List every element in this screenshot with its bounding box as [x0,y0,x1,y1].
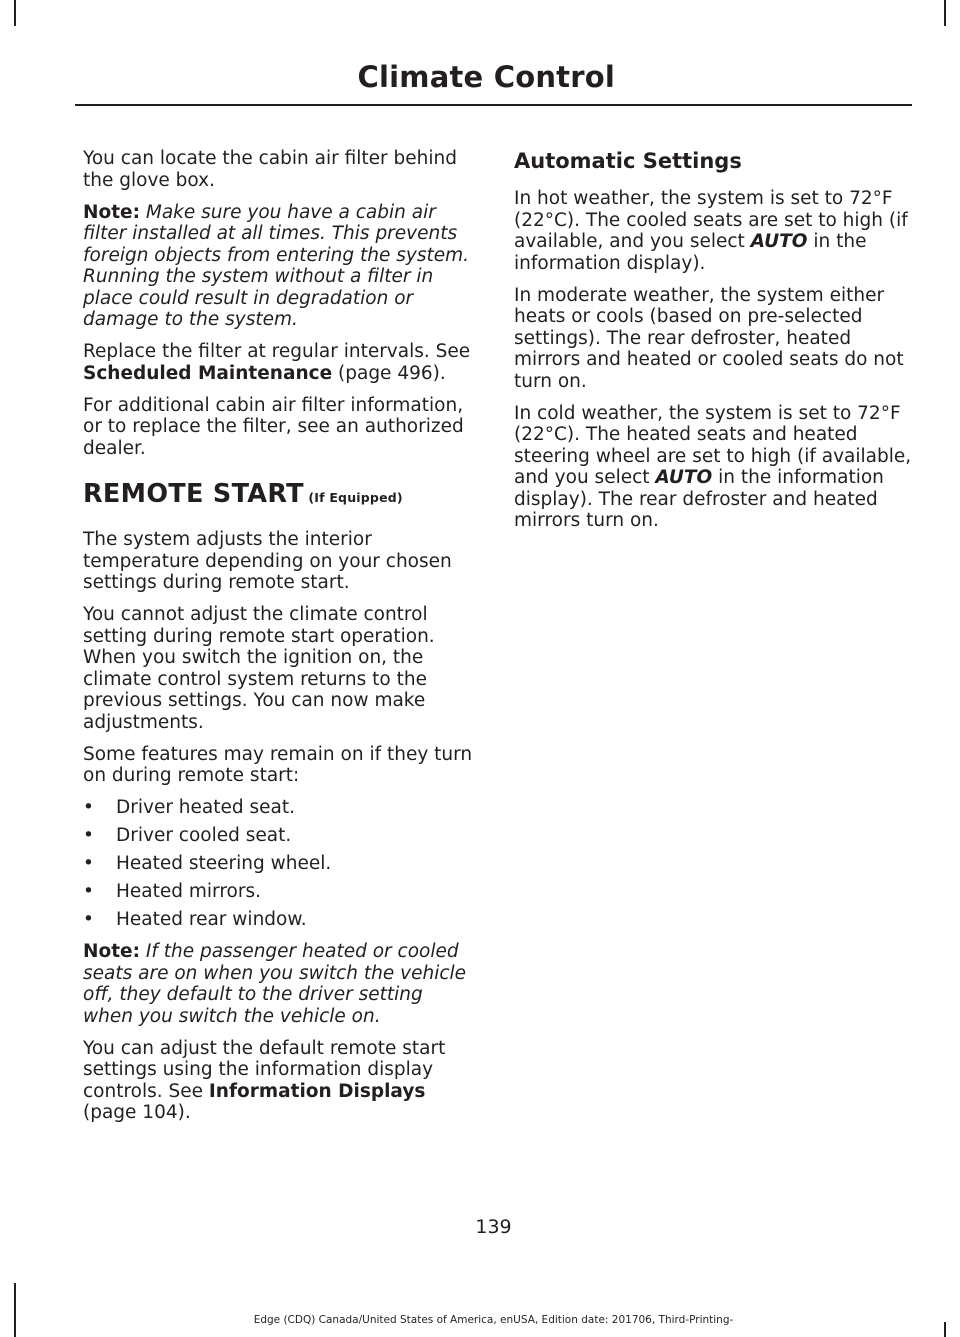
auto-label: AUTO [655,467,713,488]
note-text: If the passenger heated or cooled seats are on when you switch the vehicle off, they default to the driver setting when you switch the vehicle on. [83,941,467,1027]
text-span: In cold weather, the system is set to 72°F (22°C). The heated seats and heated steering wheel are set to high (if available, and you select [514,402,912,488]
crop-mark-bottom-left [14,1283,16,1337]
crop-mark-top-right [944,0,946,26]
paragraph-remote-start-3: Some features may remain on if they turn on during remote start: [83,743,473,786]
list-item [83,881,478,903]
crop-mark-top-left [14,0,16,26]
section-heading-automatic-settings: Automatic Settings [514,149,742,173]
text-span: Replace the filter at regular intervals. See [83,341,471,362]
bullet-icon: • [83,797,94,818]
note-filter [83,202,478,331]
link-information-displays[interactable]: Information Displays [208,1080,426,1102]
bullet-icon: • [83,909,94,930]
note-passenger-seats [83,941,478,1027]
heading-main: REMOTE START [83,479,304,509]
paragraph-default-settings [83,1038,478,1124]
footer-edition-text: Edge (CDQ) Canada/United States of America, enUSA, Edition date: 201706, Third-Printing- [253,1314,734,1326]
text-span: in the information display). [514,231,867,274]
text-span: (page 104). [83,1102,191,1123]
feature-list [83,797,478,931]
list-item-text: Heated steering wheel. [116,853,332,874]
text-span: You can adjust the default remote start settings using the information display controls. See [83,1037,446,1102]
paragraph-filter-info: For additional cabin air filter information, or to replace the filter, see an authorized dealer. [83,394,464,459]
paragraph-remote-start-1: The system adjusts the interior temperature depending on your chosen settings during remote start. [83,529,452,593]
left-column [83,148,478,1134]
paragraph-replace-filter [83,341,478,384]
list-item-text: Heated mirrors. [116,881,261,902]
page-number: 139 [475,1216,512,1238]
page-title: Climate Control [357,60,615,94]
right-column [514,148,912,542]
paragraph-moderate-weather: In moderate weather, the system either heats or cools (based on pre-selected settings). The rear defroster, heated mirrors and heated or cooled seats do not turn on. [514,284,904,392]
list-item [83,853,478,875]
paragraph-cold-weather [514,403,912,532]
text-span: In hot weather, the system is set to 72°F (22°C). The cooled seats are set to high (if available, and you select [514,188,908,252]
note-text: Make sure you have a cabin air filter installed at all times. This prevents foreign objects from entering the system. Running the system without a filter in place could result in degradation or damage to the system. [83,201,470,330]
list-item [83,825,478,847]
list-item-text: Driver cooled seat. [116,825,292,846]
text-span: (page 496). [332,362,446,384]
header-rule [75,104,912,106]
link-scheduled-maintenance[interactable]: Scheduled Maintenance [83,362,333,384]
note-label: Note: [83,201,140,223]
list-item-text: Driver heated seat. [116,797,296,818]
bullet-icon: • [83,881,94,902]
auto-label: AUTO [750,231,808,252]
paragraph-remote-start-2: You cannot adjust the climate control setting during remote start operation. When you switch the ignition on, the climate control system returns to the previous settings. You can now make adjustments. [83,604,435,733]
heading-qualifier: (If Equipped) [303,490,403,505]
note-label: Note: [83,941,140,962]
paragraph-hot-weather [514,188,912,274]
paragraph-filter-location: You can locate the cabin air filter behind the glove box. [83,148,457,191]
list-item [83,797,478,819]
text-span: in the information display). The rear defroster and heated mirrors turn on. [514,467,884,531]
list-item [83,909,478,931]
list-item-text: Heated rear window. [116,909,307,930]
bullet-icon: • [83,853,94,874]
bullet-icon: • [83,825,94,846]
section-heading-remote-start [83,479,478,513]
